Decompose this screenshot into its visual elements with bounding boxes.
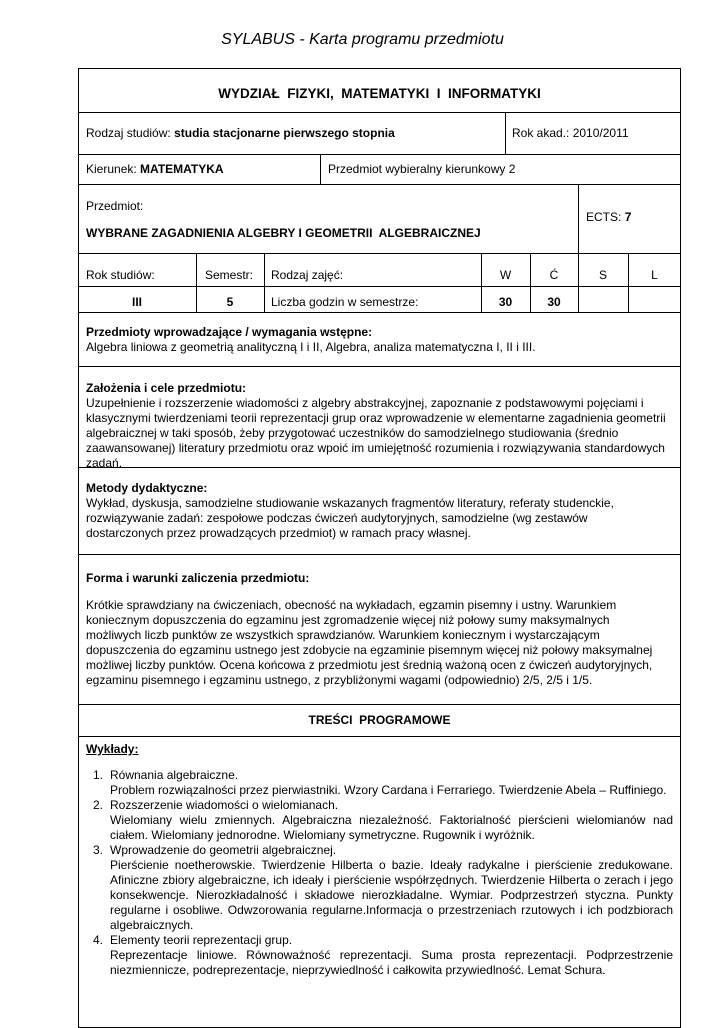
prerequisites-text: Algebra liniowa z geometrią analityczną I i II, Algebra, analiza matematyczna I, II i III. — [86, 340, 536, 354]
goals-line: zaawansowanej) literatury przedmiotu oraz wpoić im umiejętność rozumienia i rozwiązywania standardowych — [86, 441, 665, 455]
col-divider — [264, 253, 265, 312]
row-divider — [78, 112, 681, 113]
ects-label: ECTS: — [586, 210, 622, 224]
row-divider — [78, 704, 681, 705]
topic-description: Reprezentacje liniowe. Równoważność reprezentacji. Suma prosta reprezentacji. Podprzestrzenie niezmiennicze, podreprezentacje, nieprzywiedlność i całkowita przywiedlność. Lemat Schura. — [110, 948, 673, 977]
prerequisites-title: Przedmioty wprowadzające / wymagania wstępne: — [86, 325, 373, 339]
topic-title: Wprowadzenie do geometrii algebraicznej. — [110, 843, 337, 857]
assessment-line: egzaminu pisemnego i egzaminu ustnego, z przybliżonymi wagami (odpowiednio) 2/5, 2/5 i 1/5. — [86, 673, 593, 687]
class-type-exercises: Ć — [549, 268, 559, 282]
assessment-line: koniecznym dopuszczenia do egzaminu jest zgromadzenie więcej niż połowy sumy maksymalnych — [86, 613, 610, 627]
hours-label: Liczba godzin w semestrze: — [271, 295, 419, 309]
study-type — [86, 126, 395, 141]
col-divider — [505, 112, 506, 154]
row-divider — [78, 154, 681, 155]
program-title: TREŚCI PROGRAMOWE — [308, 713, 451, 727]
methods-line: dostarczonych przez prowadzących przedmiot) w ramach pracy własnej. — [86, 526, 471, 540]
hours-lecture: 30 — [498, 295, 513, 309]
lecture-topics — [93, 768, 673, 978]
class-type-lecture: W — [499, 268, 512, 282]
subject-title: WYBRANE ZAGADNIENIA ALGEBRY I GEOMETRII ALGEBRAICZNEJ — [86, 226, 481, 240]
list-item — [93, 843, 673, 933]
year-value: III — [131, 295, 142, 309]
class-type-label: Rodzaj zajęć: — [271, 268, 344, 282]
row-divider — [78, 312, 681, 313]
topic-description: Pierścienie noetherowskie. Twierdzenie Hilberta o bazie. Ideały radykalne i pierścienie zredukowane. Afiniczne zbiory algebraiczne, ich ideały i pierścienie współrzędnych. Twierdzenie Hilberta o zerach i jego konsekwencje. Nierozkładalność i składowe nierozkładalne. Wymiar. Podprzestrzeń styczna. Punkty regularne i osobliwe. Odwzorowania regularne.Informacja o przestrzeniach rzutowych i ich podzbiorach algebraicznych. — [110, 858, 673, 932]
ects-value: 7 — [624, 210, 632, 224]
faculty-title: WYDZIAŁ FIZYKI, MATEMATYKI I INFORMATYKI — [218, 86, 541, 101]
assessment-line: dopuszczenia do egzaminu ustnego jest zdobycie na egzaminie pisemnym więcej niż połowy maksymalnej — [86, 643, 653, 657]
field-label: Kierunek: — [86, 162, 137, 176]
lectures-label — [86, 742, 138, 757]
class-type-seminar: S — [598, 268, 607, 282]
field-value: MATEMATYKA — [140, 162, 224, 176]
goals-line: algebraicznej w taki sposób, żeby przygotować uczestników do samodzielnego studiowania (średnio — [86, 426, 619, 440]
goals-title: Założenia i cele przedmiotu: — [86, 381, 247, 395]
topic-number: 3. — [93, 843, 104, 857]
goals-line: zadań. — [86, 456, 123, 470]
semester-label: Semestr: — [205, 268, 254, 282]
list-item — [93, 933, 673, 978]
row-divider — [78, 286, 681, 287]
study-type-label: Rodzaj studiów: — [86, 126, 171, 140]
row-divider — [78, 554, 681, 555]
hours-exercises: 30 — [547, 295, 561, 309]
topic-title: Równania algebraiczne. — [110, 768, 239, 782]
goals-line: klasycznymi twierdzeniami teorii reprezentacji grup oraz wprowadzenie w elementarne zagadnienia geometrii — [86, 411, 666, 425]
topic-number: 1. — [93, 768, 104, 782]
topic-title: Elementy teorii reprezentacji grup. — [110, 933, 293, 947]
academic-year: Rok akad.: 2010/2011 — [512, 126, 629, 140]
topic-description: Wielomiany wielu zmiennych. Algebraiczna niezależność. Faktorialność pierścieni wielomianów nad ciałem. Wielomiany jednorodne. Wielomiany symetryczne. Rugownik i wyróżnik. — [110, 813, 673, 842]
row-divider — [78, 184, 681, 185]
row-divider — [78, 736, 681, 737]
topic-description: Problem rozwiązalności przez pierwiastniki. Wzory Cardana i Ferrariego. Twierdzenie Abela – Ruffiniego. — [110, 783, 667, 797]
year-label: Rok studiów: — [86, 268, 155, 282]
subject-label: Przedmiot: — [86, 199, 144, 213]
row-divider — [78, 253, 681, 254]
page-header: SYLABUS - Karta programu przedmiotu — [221, 31, 504, 48]
semester-value: 5 — [226, 295, 234, 309]
list-item — [93, 768, 673, 798]
field-of-study — [86, 162, 224, 177]
assessment-title: Forma i warunki zaliczenia przedmiotu: — [86, 571, 310, 585]
assessment-line: możliwej liczby punktów. Ocena końcowa z przedmiotu jest średnią ważoną ocen z ćwiczeń audytoryjnych, — [86, 658, 653, 672]
row-divider — [78, 366, 681, 367]
methods-line: rozwiązywanie zadań: zespołowe podczas ćwiczeń audytoryjnych, samodzielne (wg zestawów — [86, 511, 588, 525]
methods-title: Metody dydaktyczne: — [86, 481, 208, 495]
class-type-lab: L — [651, 268, 658, 282]
topic-number: 4. — [93, 933, 104, 947]
goals-line: Uzupełnienie i rozszerzenie wiadomości z algebry abstrakcyjnej, zapoznanie z podstawowymi pojęciami i — [86, 396, 644, 410]
methods-line: Wykład, dyskusja, samodzielne studiowanie wskazanych fragmentów literatury, referaty studenckie, — [86, 496, 614, 510]
topic-number: 2. — [93, 798, 104, 812]
col-divider — [578, 184, 579, 253]
row-divider — [78, 467, 681, 468]
lectures-label-text: Wykłady: — [86, 742, 139, 756]
study-type-value: studia stacjonarne pierwszego stopnia — [174, 126, 395, 140]
col-divider — [320, 154, 321, 184]
assessment-line: możliwych liczb punktów ze wszystkich sprawdzianów. Warunkiem koniecznym i wystarczającym — [86, 628, 600, 642]
elective-type: Przedmiot wybieralny kierunkowy 2 — [328, 162, 516, 176]
assessment-line: Krótkie sprawdziany na ćwiczeniach, obecność na wykładach, egzamin pisemny i ustny. Warunkiem — [86, 598, 617, 612]
ects — [586, 210, 631, 225]
list-item — [93, 798, 673, 843]
topic-title: Rozszerzenie wiadomości o wielomianach. — [110, 798, 339, 812]
